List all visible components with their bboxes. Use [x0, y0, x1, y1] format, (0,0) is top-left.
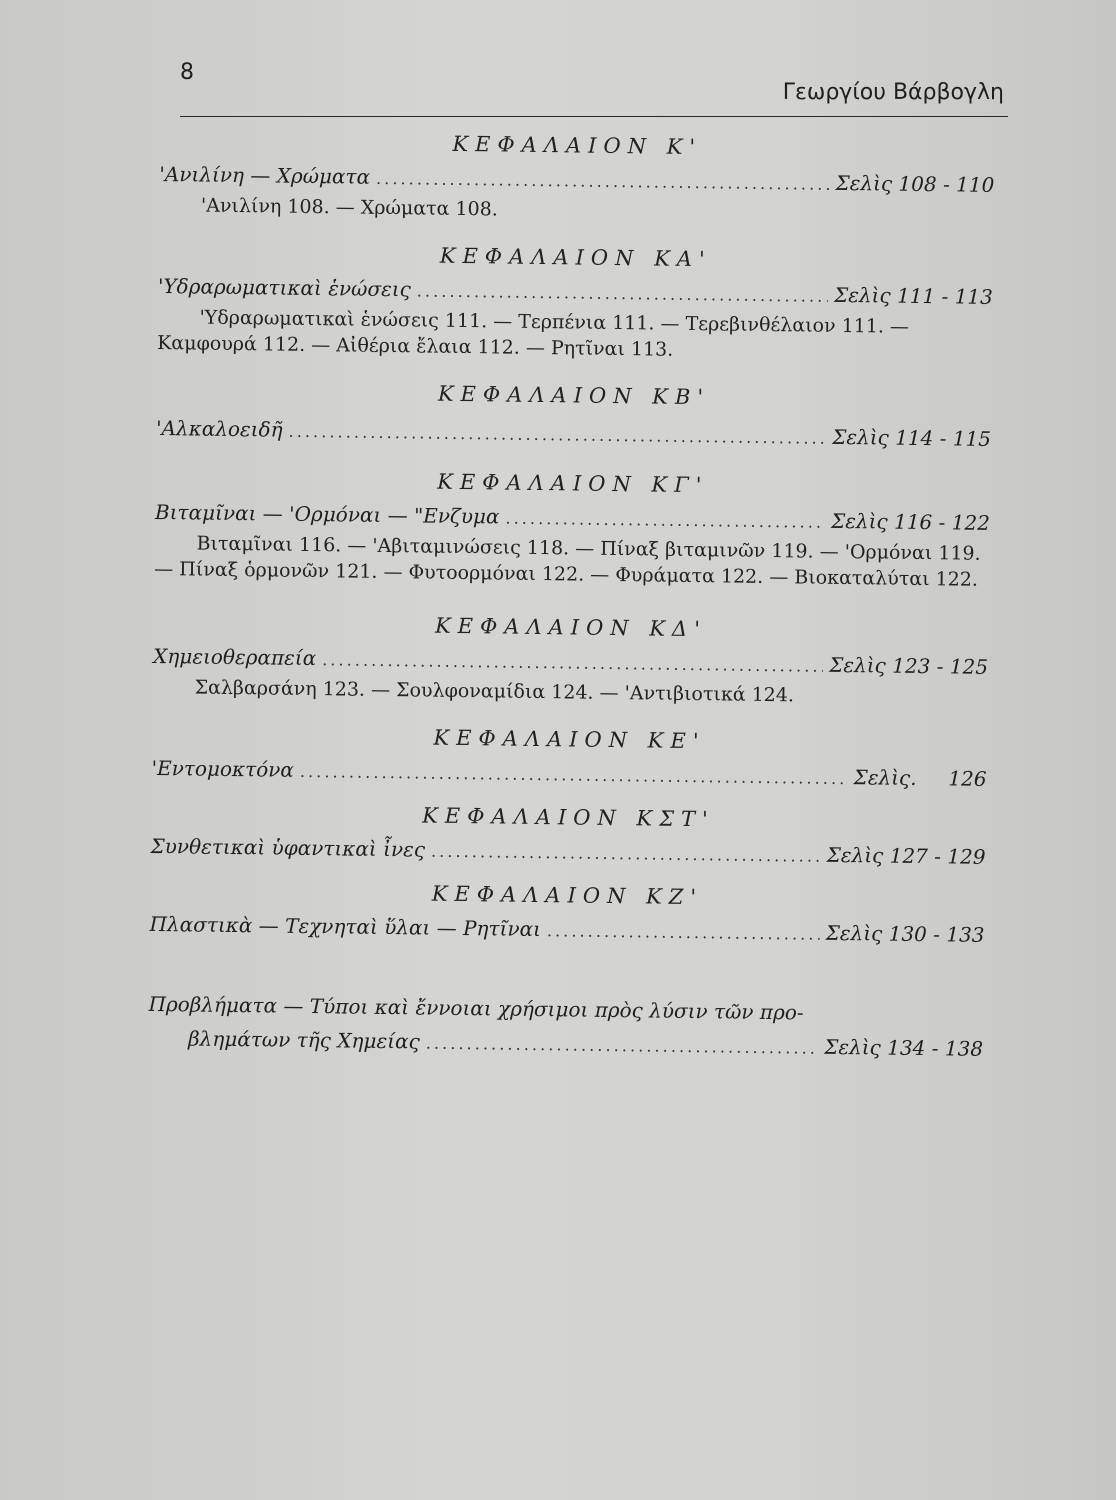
chapter-title: ΚΕΦΑΛΑΙΟΝ ΚΔ'	[434, 613, 708, 642]
leader-dots	[505, 509, 825, 532]
entry-pages: Σελὶς 130 - 133	[825, 920, 985, 947]
toc-entry	[150, 834, 985, 869]
entry-pages: Σελὶς 108 - 110	[835, 170, 995, 197]
entry-title: Βιταμῖναι — 'Ορμόναι — "Ενζυμα	[154, 499, 500, 529]
entry-pages: Σελὶς 114 - 115	[832, 424, 992, 451]
page-header	[180, 58, 1008, 117]
running-head: Γεωργίου Βάρβογλη	[782, 80, 1004, 105]
entry-title: Συνθετικαὶ ὑφαντικαὶ ἶνες	[150, 833, 426, 862]
leader-dots	[426, 1034, 819, 1058]
leader-dots	[376, 169, 830, 194]
chapter-title: ΚΕΦΑΛΑΙΟΝ Κ'	[452, 131, 703, 160]
toc-entry	[148, 992, 984, 1061]
leader-dots	[547, 921, 820, 944]
entry-title: 'Υδραρωματικαὶ ἑνώσεις	[157, 273, 412, 302]
entry-title-line1: Προβλήματα — Τύποι καὶ ἔννοιαι χρήσιμοι πρὸς λύσιν τῶν προ-	[148, 991, 804, 1025]
entry-pages: Σελὶς. 126	[853, 765, 987, 791]
chapter-title: ΚΕΦΑΛΑΙΟΝ ΚΑ'	[439, 243, 712, 272]
chapter-kg	[154, 466, 990, 593]
entry-pages: Σελὶς 116 - 122	[830, 508, 991, 535]
chapter-ka	[157, 240, 993, 367]
entry-title-line2-row	[148, 1026, 983, 1061]
entry-title-line2: βλημάτων τῆς Χημείας	[187, 1026, 420, 1054]
leader-dots	[322, 650, 823, 676]
entry-title: Πλαστικὰ — Τεχνηταὶ ὕλαι — Ρητῖναι	[149, 911, 542, 942]
entry-title: Χημειοθεραπεία	[152, 643, 317, 671]
chapter-title: ΚΕΦΑΛΑΙΟΝ ΚΒ'	[437, 381, 711, 410]
chapter-ke	[151, 722, 987, 791]
toc-entry	[156, 416, 991, 451]
leader-dots	[288, 422, 826, 448]
entry-detail: 'Υδραρωματικαὶ ἑνώσεις 111. — Τερπένια 111. — Τερεβινθέλαιον 111. — Καμφουρά 112. — Αἰθέρια ἔλαια 112. — Ρητῖναι 113.	[157, 306, 910, 361]
chapter-title: ΚΕΦΑΛΑΙΟΝ ΚΣΤ'	[422, 803, 715, 832]
chapter-k	[159, 128, 995, 229]
entry-pages: Σελὶς 111 - 113	[833, 282, 994, 309]
chapter-title: ΚΕΦΑΛΑΙΟΝ ΚΖ'	[431, 881, 704, 910]
toc-entry	[151, 756, 986, 791]
chapter-kb	[156, 378, 992, 451]
entry-title: 'Αλκαλοειδῆ	[155, 415, 283, 442]
toc-entry	[149, 912, 984, 947]
chapter-kst	[150, 800, 986, 869]
toc-entry	[158, 274, 993, 309]
entry-detail: Σαλβαρσάνη 123. — Σουλφοναμίδια 124. — 'Αντιβιοτικά 124.	[194, 676, 795, 707]
entry-title: 'Εντομοκτόνα	[151, 755, 295, 782]
entry-pages: Σελὶς 127 - 129	[826, 842, 986, 869]
toc-entry	[155, 500, 990, 535]
entry-detail: Βιταμῖναι 116. — 'Αβιταμινώσεις 118. — Πίναξ βιταμινῶν 119. — 'Ορμόναι 119. — Πίναξ ὁρμονῶν 121. — Φυτοορμόναι 122. — Φυράματα 122. — Βιοκαταλύται 122.	[154, 532, 981, 591]
chapter-kd	[153, 610, 989, 711]
problems-section	[148, 992, 984, 1061]
chapter-title: ΚΕΦΑΛΑΙΟΝ ΚΓ'	[437, 469, 709, 498]
entry-pages: Σελὶς 123 - 125	[829, 652, 989, 679]
toc-entry	[153, 644, 988, 679]
leader-dots	[300, 762, 848, 788]
chapter-kz	[149, 878, 985, 947]
leader-dots	[417, 281, 828, 305]
table-of-contents	[148, 128, 995, 1061]
entry-title: 'Ανιλίνη — Χρώματα	[159, 161, 371, 189]
entry-detail: 'Ανιλίνη 108. — Χρώματα 108.	[200, 194, 498, 221]
entry-pages: Σελὶς 134 - 138	[824, 1034, 984, 1061]
chapter-title: ΚΕΦΑΛΑΙΟΝ ΚΕ'	[433, 725, 706, 754]
toc-entry	[159, 162, 994, 197]
page-number: 8	[180, 60, 194, 85]
leader-dots	[431, 842, 821, 866]
